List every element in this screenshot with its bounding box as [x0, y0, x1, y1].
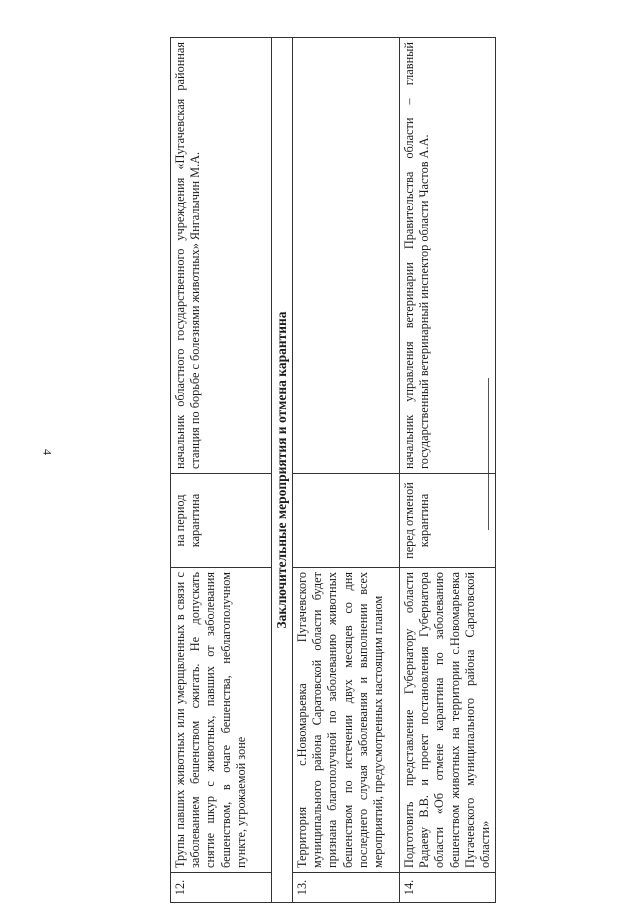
term-text: [293, 474, 400, 568]
row-number: 13.: [293, 873, 400, 903]
measures-table: [170, 37, 496, 903]
row-number: 14.: [400, 873, 496, 903]
term-text: на период карантина: [171, 474, 272, 568]
responsible-text: начальник управления ветеринарии Правительства области – главный государственный ветеринарный инспектор области Частов А.А.: [400, 38, 496, 474]
row-number: 12.: [171, 873, 272, 903]
measure-text: Территория с.Новомарьевка Пугачевского муниципального района Саратовской области будет признана благополучной по заболеванию животных бешенством по истечении двух месяцев со дня последнего случая заболевания и выполнении всех мероприятий, предусмотренных настоящим планом: [293, 568, 400, 873]
rotated-table-wrapper: [170, 37, 493, 903]
section-header-row: [272, 38, 293, 903]
table-row: [293, 38, 400, 903]
table-row: [171, 38, 272, 903]
measure-text: Подготовить представление Губернатору области Радаеву В.В. и проект постановления Губернатора области «Об отмене карантина по заболеванию бешенством животных на территории с.Новомарьевка Пугачевского муниципального района Саратовской области»: [400, 568, 496, 873]
page-number: 4: [40, 449, 55, 455]
measure-text: Трупы павших животных или умерщвленных в связи с заболеванием бешенством сжигать. Не допускать снятие шкур с животных, павших от заболевания бешенством, в очаге бешенства, неблагополучном пункте, угрожаемой зоне: [171, 568, 272, 873]
term-text: перед отменой карантина: [400, 474, 496, 568]
table-row: [400, 38, 496, 903]
section-title: Заключительные мероприятия и отмена карантина: [272, 38, 293, 903]
responsible-text: начальник областного государственного учреждения «Пугачевская районная станция по борьбе с болезнями животных» Янгалычин М.А.: [171, 38, 272, 474]
responsible-text: [293, 38, 400, 474]
